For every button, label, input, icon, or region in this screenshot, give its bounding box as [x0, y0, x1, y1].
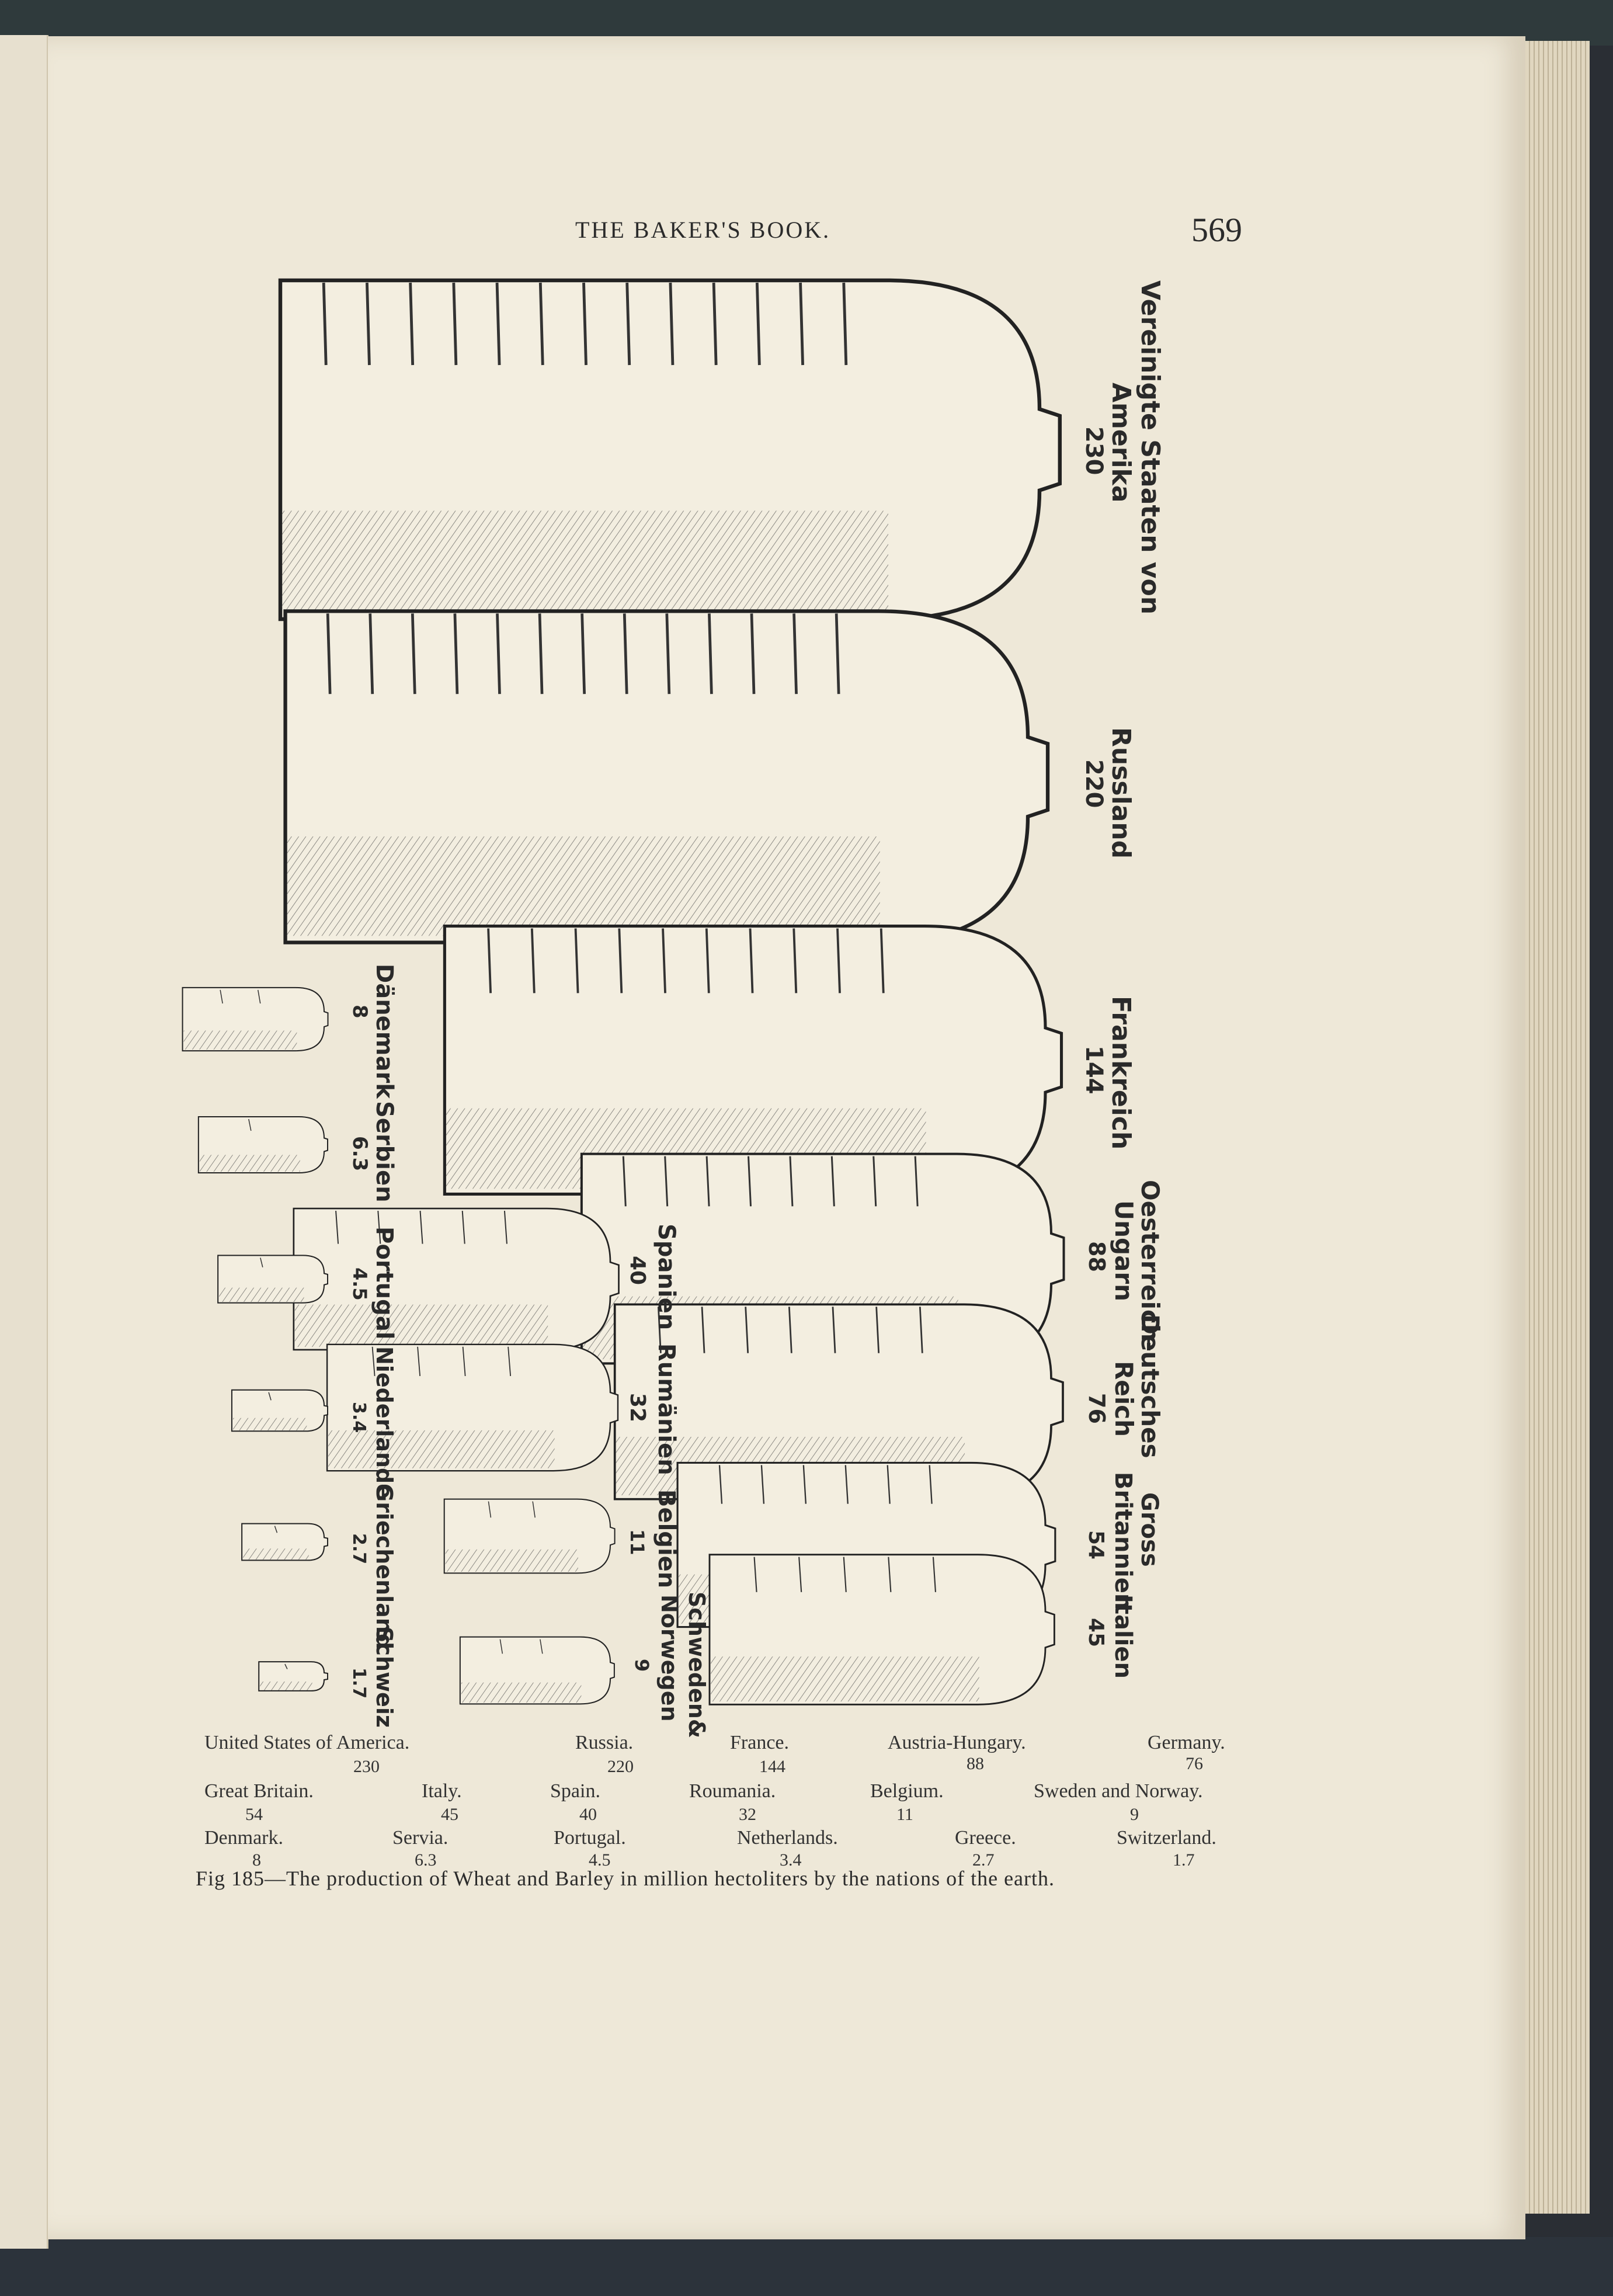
label-italy: Italien: [1110, 1595, 1136, 1679]
running-header: THE BAKER'S BOOK.: [575, 217, 831, 243]
sack-10: [460, 1637, 614, 1704]
key-france-value: 144: [759, 1757, 785, 1776]
sack-value-14: 3.4: [349, 1402, 369, 1433]
key-servia-value: 6.3: [415, 1850, 437, 1870]
key-switzerland-value: 1.7: [1173, 1850, 1195, 1870]
key-britain: Great Britain.: [204, 1780, 314, 1802]
label-france: Frankreich: [1106, 996, 1136, 1150]
key-romania: Roumania.: [689, 1780, 776, 1802]
sack-16: [259, 1662, 328, 1691]
sack-value-5: 54: [1084, 1530, 1108, 1560]
sack-shading-1: [287, 836, 880, 936]
key-netherlands-value: 3.4: [780, 1850, 802, 1870]
sack-value-12: 6.3: [348, 1136, 371, 1172]
key-romania-value: 32: [739, 1805, 756, 1824]
label-spain: Spanien: [653, 1224, 680, 1331]
key-portugal-value: 4.5: [589, 1850, 611, 1870]
label-oest-1: Oesterreich-: [1136, 1180, 1164, 1352]
key-russia-value: 220: [607, 1757, 634, 1776]
sack-value-0: 230: [1080, 426, 1107, 475]
key-italy-value: 45: [441, 1805, 458, 1824]
label-belgium: Belgien: [653, 1489, 680, 1589]
key-greece: Greece.: [955, 1827, 1016, 1849]
sack-shading-15: [243, 1548, 309, 1559]
sack-1: [286, 611, 1048, 942]
key-germany-value: 76: [1186, 1754, 1203, 1773]
sack-shading-11: [184, 1030, 297, 1049]
sack-value-1: 220: [1080, 759, 1107, 808]
key-france: France.: [730, 1732, 790, 1753]
page-number: 569: [1191, 211, 1242, 249]
label-romania: Rumänien: [653, 1343, 680, 1475]
key-belgium: Belgium.: [870, 1780, 944, 1802]
sack-value-8: 32: [625, 1393, 649, 1423]
sack-12: [199, 1117, 328, 1173]
sack-shading-16: [260, 1682, 312, 1690]
key-denmark: Denmark.: [204, 1827, 284, 1849]
figure-caption: Fig 185—The production of Wheat and Barley in million hectoliters by the nations of the earth.: [196, 1867, 1055, 1890]
label-greece: Griechenland: [371, 1484, 397, 1650]
sacks-group: [183, 280, 1064, 1704]
label-swiss: Schweiz: [371, 1627, 397, 1728]
key-spain: Spain.: [550, 1780, 600, 1802]
key-austria-value: 88: [967, 1754, 984, 1773]
sack-value-6: 45: [1084, 1618, 1108, 1648]
sack-shading-9: [446, 1550, 578, 1572]
label-sweden-1: Schweden&: [684, 1592, 710, 1738]
sack-value-13: 4.5: [349, 1267, 371, 1301]
key-greece-value: 2.7: [972, 1850, 995, 1870]
label-deut-1: Deutsches: [1136, 1314, 1164, 1458]
key-spain-value: 40: [579, 1805, 597, 1824]
sack-8: [327, 1345, 618, 1471]
sack-13: [218, 1255, 328, 1302]
label-denmark: Dänemark: [371, 964, 398, 1099]
key-servia: Servia.: [392, 1827, 449, 1849]
key-italy: Italy.: [422, 1780, 462, 1802]
sack-shading-0: [281, 510, 888, 612]
label-usa-2: Amerika: [1106, 383, 1136, 503]
sack-0: [280, 280, 1060, 619]
label-netherlands: Niederlande: [371, 1346, 397, 1499]
key-portugal: Portugal.: [554, 1827, 626, 1849]
label-serbia: Serbien: [371, 1101, 398, 1203]
sack-shading-7: [295, 1305, 548, 1347]
sack-15: [242, 1524, 328, 1561]
sack-value-11: 8: [348, 1005, 371, 1019]
label-deut-2: Reich: [1110, 1361, 1138, 1437]
label-gb-2: Britannien: [1110, 1472, 1136, 1610]
key-russia: Russia.: [575, 1732, 634, 1753]
sack-value-7: 40: [625, 1256, 649, 1286]
key-austria: Austria-Hungary.: [888, 1732, 1026, 1753]
key-sweden-value: 9: [1130, 1805, 1139, 1824]
label-portugal: Portugal: [371, 1227, 398, 1340]
key-netherlands: Netherlands.: [737, 1827, 838, 1849]
label-usa-1: Vereinigte Staaten von: [1135, 280, 1165, 615]
sack-shading-12: [200, 1155, 300, 1172]
key-denmark-value: 8: [252, 1850, 261, 1870]
sack-shading-14: [233, 1418, 307, 1430]
key-belgium-value: 11: [896, 1805, 913, 1824]
sack-9: [444, 1499, 615, 1573]
key-sweden: Sweden and Norway.: [1034, 1780, 1203, 1802]
label-sweden-2: Norwegen: [656, 1595, 682, 1722]
key-britain-value: 54: [245, 1805, 263, 1824]
sack-shading-6: [711, 1656, 979, 1701]
label-oest-2: Ungarn: [1110, 1200, 1138, 1302]
key-usa: United States of America.: [204, 1732, 410, 1753]
sack-value-4: 76: [1084, 1393, 1110, 1424]
sack-shading-10: [461, 1683, 582, 1703]
sack-6: [710, 1555, 1054, 1705]
sack-value-9: 11: [626, 1529, 648, 1555]
sack-value-16: 1.7: [349, 1668, 369, 1699]
key-usa-value: 230: [353, 1757, 380, 1776]
key-germany: Germany.: [1148, 1732, 1225, 1753]
sack-value-3: 88: [1084, 1241, 1110, 1272]
sack-11: [183, 988, 328, 1051]
sack-shading-13: [219, 1288, 304, 1302]
sack-value-15: 2.7: [349, 1533, 369, 1565]
sack-value-2: 144: [1080, 1045, 1107, 1095]
sack-7: [294, 1208, 619, 1350]
sack-shading-8: [328, 1430, 555, 1468]
label-russia: Russland: [1106, 727, 1136, 859]
key-switzerland: Switzerland.: [1117, 1827, 1216, 1849]
sack-value-10: 9: [631, 1659, 653, 1672]
label-gb-1: Gross: [1136, 1492, 1163, 1567]
sack-14: [232, 1390, 328, 1432]
